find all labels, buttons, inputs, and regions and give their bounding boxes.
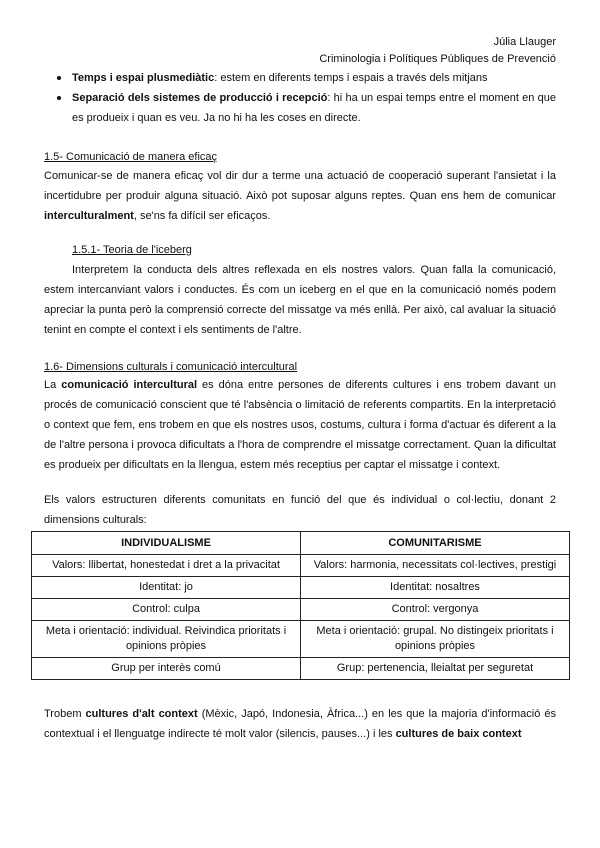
text: Trobem [44, 708, 86, 720]
table-cell: Control: vergonya [301, 599, 570, 621]
table-cell: Valors: harmonia, necessitats col·lectives, prestigi [301, 555, 570, 577]
table-row [32, 577, 570, 599]
table-cell: Identitat: nosaltres [301, 577, 570, 599]
section-heading-1-5-1: 1.5.1- Teoria de l'iceberg [72, 244, 192, 256]
section-heading-1-6: 1.6- Dimensions culturals i comunicació intercultural [44, 361, 298, 373]
table-cell: Meta i orientació: grupal. No distingeix prioritats i opinions pròpies [301, 621, 570, 658]
paragraph [44, 166, 556, 226]
column-header: COMUNITARISME [301, 532, 570, 555]
table-row [32, 658, 570, 680]
table-cell: Valors: llibertat, honestedat i dret a la privacitat [32, 555, 301, 577]
table-cell: Grup: pertenencia, lleialtat per seguretat [301, 658, 570, 680]
table-row [32, 621, 570, 658]
text: Comunicar-se de manera eficaç vol dir dur a terme una actuació de cooperació superant l'ansietat i la incertidubre per produir alguna situació. Això pot suposar alguns reptes. Quan ens hem de comunicar [44, 170, 556, 202]
bullet-term: Separació dels sistemes de producció i recepció [72, 92, 328, 104]
paragraph [44, 704, 556, 744]
table-header-row [32, 532, 570, 555]
bold-text: comunicació intercultural [61, 379, 198, 391]
header-course: Criminologia i Polítiques Públiques de Prevenció [319, 53, 556, 65]
bullet-text: : estem en diferents temps i espais a través dels mitjans [214, 72, 488, 84]
column-header: INDIVIDUALISME [32, 532, 301, 555]
table-cell: Grup per interès comú [32, 658, 301, 680]
table-cell: Meta i orientació: individual. Reivindica prioritats i opinions pròpies [32, 621, 301, 658]
table-cell: Identitat: jo [32, 577, 301, 599]
bold-text: interculturalment [44, 210, 134, 222]
section-heading-1-5: 1.5- Comunicació de manera eficaç [44, 151, 218, 163]
paragraph: Els valors estructuren diferents comunitats en funció del que és individual o col·lectiu, donant 2 dimensions culturals: [44, 494, 556, 526]
list-item [44, 68, 556, 88]
table-row [32, 599, 570, 621]
bullet-list [44, 68, 556, 128]
text: , se'ns fa difícil ser eficaços. [133, 210, 271, 222]
paragraph: Interpretem la conducta dels altres reflexada en els nostres valors. Quan falla la comunicació, estem intercanviant valors i conductes. És com un iceberg en el que en la comunicació només podem apreciar la punta però la comprensió correcte del missatge va més enllà. Per això, cal avaluar la situació tenint en compte el context i els sentiments de l'altre. [44, 264, 556, 336]
list-item [44, 88, 556, 128]
bullet-term: Temps i espai plusmediàtic [72, 72, 215, 84]
bullet-text: : hi ha un espai temps entre el moment en que es produeix i quan es veu. Ja no hi ha les coses en directe. [72, 92, 557, 124]
bold-text: cultures de baix context [395, 728, 522, 740]
text: (Mèxic, Japó, Indonesia, Àfrica...) en les que la majoria d'informació és contextual i el llenguatge indirecte té molt valor (silencis, pauses...) i les [44, 708, 556, 740]
cultural-dimensions-table [31, 531, 570, 680]
text: La [44, 379, 62, 391]
bold-text: cultures d'alt context [85, 708, 198, 720]
paragraph [44, 375, 556, 475]
text: es dóna entre persones de diferents cultures i ens trobem davant un procés de comunicació conscient que té l'absència o limitació de referents compartits. En la interpretació o context que fem, ens trobem en que els nostres usos, costums, cultura i forma d'actuar és diferent a la de l'altre persona i provoca dificultats a l'hora de comprendre el missatge correctament. Quan la dificultat es produeix per dificultats en la llengua, estem més receptius per captar el missatge i context. [44, 379, 556, 471]
table-row [32, 555, 570, 577]
table-cell: Control: culpa [32, 599, 301, 621]
header-author: Júlia Llauger [493, 36, 556, 48]
